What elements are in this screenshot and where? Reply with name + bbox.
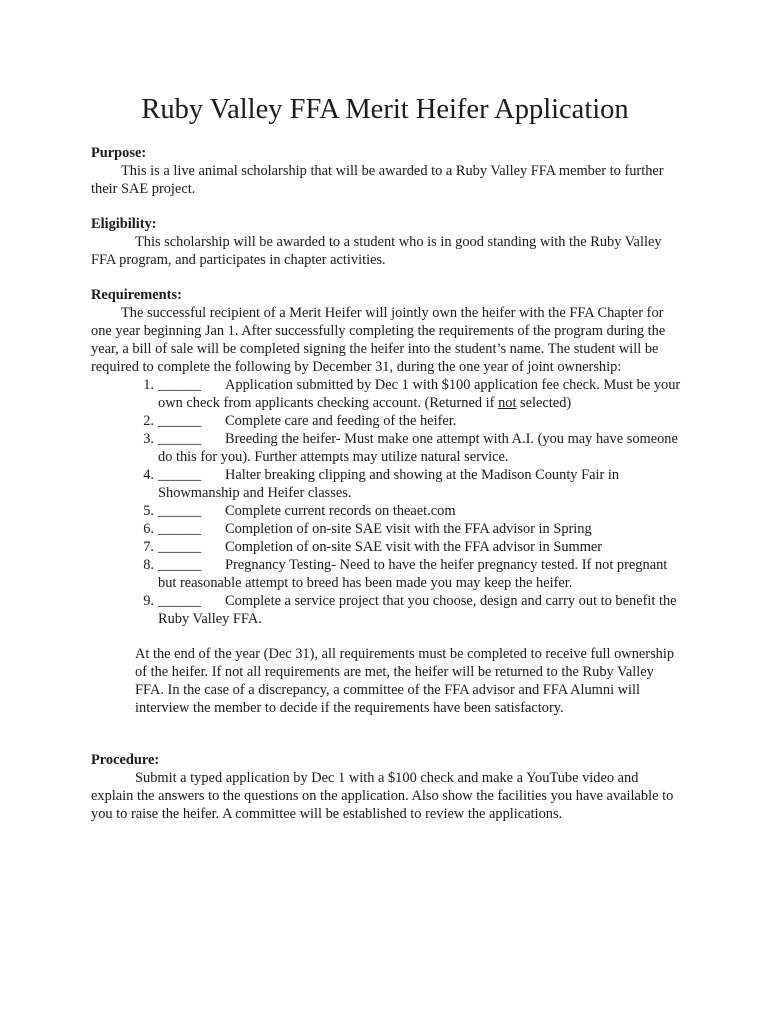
purpose-heading: Purpose: [91, 145, 147, 161]
checkoff-blank: ______ [158, 521, 202, 537]
list-item [143, 412, 681, 430]
list-item-text: Complete a service project that you choose, design and carry out to benefit the Ruby Valley FFA. [158, 593, 677, 627]
document-title: Ruby Valley FFA Merit Heifer Application [141, 94, 629, 125]
requirements-heading: Requirements: [91, 287, 182, 303]
list-item [143, 556, 681, 592]
checkoff-blank: ______ [158, 431, 202, 447]
list-item-text-after: selected) [516, 395, 572, 411]
document-body [91, 144, 681, 823]
checkoff-blank: ______ [158, 377, 202, 393]
list-item-text: Application submitted by Dec 1 with $100 application fee check. Must be your own check from applicants checking account. (Returned if [158, 377, 681, 411]
eligibility-text: This scholarship will be awarded to a student who is in good standing with the Ruby Valley FFA program, and participates in chapter activities. [91, 234, 662, 268]
list-item [143, 538, 681, 556]
list-item-number: 9. [143, 593, 154, 609]
list-item [143, 520, 681, 538]
requirements-intro: The successful recipient of a Merit Heifer will jointly own the heifer with the FFA Chapter for one year beginning Jan 1. After successfully completing the requirements of the program during the year, a bill of sale will be completed signing the heifer into the student’s name. The student will be required to complete the following by December 31, during the one year of joint ownership: [91, 305, 666, 375]
list-item [143, 430, 681, 466]
eligibility-heading: Eligibility: [91, 216, 157, 232]
list-item-text: Halter breaking clipping and showing at the Madison County Fair in Showmanship and Heifer classes. [158, 467, 620, 501]
list-item [143, 466, 681, 502]
purpose-text: This is a live animal scholarship that will be awarded to a Ruby Valley FFA member to further their SAE project. [91, 163, 664, 197]
list-item-number: 7. [143, 539, 154, 555]
list-item [143, 502, 681, 520]
requirements-list [91, 376, 681, 628]
list-item-number: 3. [143, 431, 154, 447]
checkoff-blank: ______ [158, 593, 202, 609]
list-item-emphasis: not [498, 395, 517, 411]
list-item-number: 6. [143, 521, 154, 537]
checkoff-blank: ______ [158, 539, 202, 555]
procedure-text: Submit a typed application by Dec 1 with a $100 check and make a YouTube video and explain the answers to the questions on the application. Also show the facilities you have available to you to raise the heifer. A committee will be established to review the applications. [91, 770, 674, 822]
list-item-text: Complete care and feeding of the heifer. [225, 413, 457, 429]
list-item-number: 2. [143, 413, 154, 429]
list-item-text: Breeding the heifer- Must make one attempt with A.I. (you may have someone do this for you). Further attempts may utilize natural service. [158, 431, 678, 465]
procedure-heading: Procedure: [91, 752, 160, 768]
checkoff-blank: ______ [158, 467, 202, 483]
list-item-number: 4. [143, 467, 154, 483]
list-item [143, 376, 681, 412]
checkoff-blank: ______ [158, 413, 202, 429]
list-item-number: 5. [143, 503, 154, 519]
list-item-number: 8. [143, 557, 154, 573]
checkoff-blank: ______ [158, 503, 202, 519]
checkoff-blank: ______ [158, 557, 202, 573]
list-item-text: Complete current records on theaet.com [225, 503, 456, 519]
list-item-text: Completion of on-site SAE visit with the FFA advisor in Spring [225, 521, 592, 537]
list-item [143, 592, 681, 628]
requirements-closing: At the end of the year (Dec 31), all requirements must be completed to receive full ownership of the heifer. If not all requirements are met, the heifer will be returned to the Ruby Valley FFA. In the case of a discrepancy, a committee of the FFA advisor and FFA Alumni will interview the member to decide if the requirements have been satisfactory. [135, 646, 675, 716]
list-item-number: 1. [143, 377, 154, 393]
list-item-text: Pregnancy Testing- Need to have the heifer pregnancy tested. If not pregnant but reasonable attempt to breed has been made you may keep the heifer. [158, 557, 668, 591]
list-item-text: Completion of on-site SAE visit with the FFA advisor in Summer [225, 539, 603, 555]
